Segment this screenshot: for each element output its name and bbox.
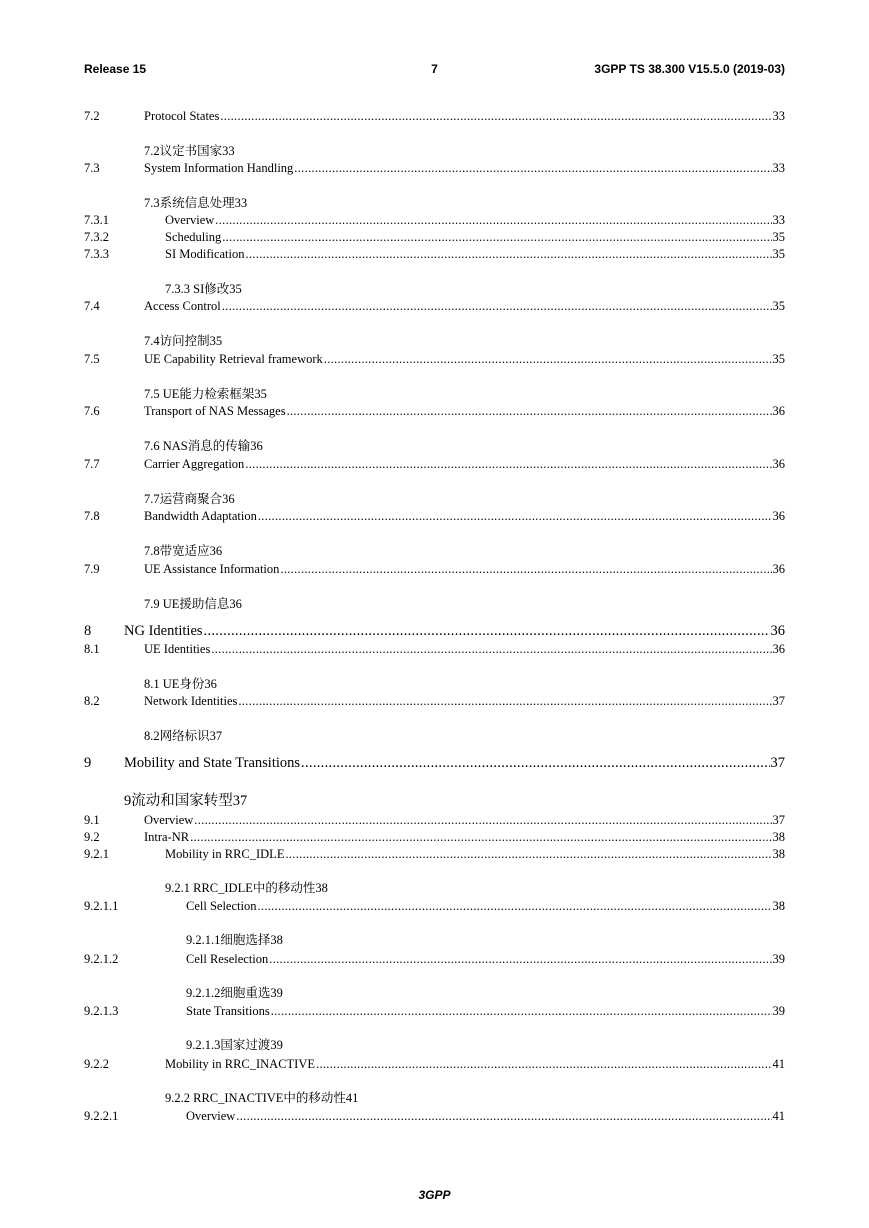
toc-entry-page: 38 [772,899,785,913]
toc-entry-title: Bandwidth Adaptation [144,509,257,523]
toc-entry-title: Cell Reselection [186,952,269,966]
toc-entry-number: 9 [84,755,92,771]
toc-entry[interactable] [84,829,785,845]
toc-entry[interactable] [84,246,785,262]
toc-entry-page: 41 [772,1109,785,1123]
toc-entry-page: 39 [772,1004,785,1018]
toc-entry-title: Carrier Aggregation [144,457,245,471]
toc-dot-leader [316,1056,771,1072]
toc-dot-leader [287,403,772,419]
toc-entry-number: 9.2.2.1 [84,1109,119,1123]
toc-dot-leader [215,212,771,228]
toc-entry-page: 36 [772,509,785,523]
toc-entry-translation: 9.2.1.2细胞重选39 [186,986,283,1000]
toc-entry-title: Intra-NR [144,830,190,844]
toc-entry-page: 35 [772,247,785,261]
toc-dot-leader [222,298,772,314]
toc-entry-page: 38 [772,847,785,861]
toc-entry-title: State Transitions [186,1004,270,1018]
toc-entry-page: 37 [770,755,785,771]
toc-dot-leader [245,456,771,472]
toc-entry-page: 35 [772,352,785,366]
toc-entry-title: Overview [186,1109,236,1123]
toc-dot-leader [238,693,771,709]
toc-entry-page: 36 [772,562,785,576]
toc-entry-number: 7.3.3 [84,247,109,261]
toc-entry-number: 7.9 [84,562,100,576]
toc-entry-page: 41 [772,1057,785,1071]
toc-dot-leader [294,160,771,176]
toc-entry-page: 38 [772,830,785,844]
toc-entry-page: 36 [772,404,785,418]
toc-entry-number: 8 [84,623,92,639]
toc-entry-translation: 9流动和国家转型37 [124,793,248,809]
toc-entry-title: UE Identities [144,642,211,656]
toc-dot-leader [301,754,769,773]
toc-entry-title: Transport of NAS Messages [144,404,286,418]
toc-entry-page: 33 [772,213,785,227]
toc-entry-number: 7.3 [84,161,100,175]
toc-entry-page: 37 [772,694,785,708]
toc-entry-title: Mobility in RRC_IDLE [165,847,285,861]
toc-dot-leader [211,641,771,657]
toc-entry-translation: 9.2.1 RRC_IDLE中的移动性38 [165,881,328,895]
toc-entry[interactable] [84,108,785,124]
toc-entry-page: 35 [772,230,785,244]
page-header [84,62,785,78]
toc-entry-number: 9.2.1.1 [84,899,119,913]
toc-entry[interactable] [84,754,785,773]
release-label: Release 15 [84,62,147,76]
toc-entry-number: 9.2.1 [84,847,109,861]
toc-entry[interactable] [84,1056,785,1072]
toc-entry[interactable] [84,351,785,367]
toc-entry-page: 33 [772,109,785,123]
toc-entry-number: 7.3.2 [84,230,109,244]
toc-entry-number: 7.3.1 [84,213,109,227]
toc-dot-leader [257,898,771,914]
toc-entry-translation: 7.7运营商聚合36 [144,492,235,506]
toc-entry-number: 7.4 [84,299,100,313]
toc-entry-number: 7.7 [84,457,100,471]
toc-entry-title: Overview [165,213,215,227]
toc-dot-leader [194,812,771,828]
toc-entry-page: 36 [772,457,785,471]
toc-entry-number: 8.2 [84,694,100,708]
toc-entry-translation: 8.2网络标识37 [144,729,223,743]
page-number: 7 [431,62,438,76]
toc-entry-translation: 7.4访问控制35 [144,334,223,348]
toc-dot-leader [285,846,771,862]
toc-entry[interactable] [84,212,785,228]
toc-entry[interactable] [84,898,785,914]
toc-entry-number: 9.2 [84,830,100,844]
toc-entry-translation: 7.9 UE援助信息36 [144,597,242,611]
toc-entry-title: System Information Handling [144,161,294,175]
toc-entry-translation: 9.2.2 RRC_INACTIVE中的移动性41 [165,1091,359,1105]
toc-entry-number: 7.6 [84,404,100,418]
toc-entry-page: 36 [770,623,785,639]
toc-entry-translation: 8.1 UE身份36 [144,677,217,691]
toc-entry-title: Mobility in RRC_INACTIVE [165,1057,316,1071]
toc-entry[interactable] [84,456,785,472]
toc-dot-leader [204,622,770,641]
toc-entry[interactable] [84,508,785,524]
toc-dot-leader [269,951,771,967]
toc-entry-translation: 7.3系统信息处理33 [144,196,248,210]
toc-entry[interactable] [84,693,785,709]
toc-entry-page: 37 [772,813,785,827]
toc-entry-number: 7.5 [84,352,100,366]
toc-entry-title: Access Control [144,299,221,313]
page-footer: 3GPP [418,1188,451,1202]
toc-entry-title: UE Assistance Information [144,562,280,576]
toc-entry[interactable] [84,298,785,314]
toc-entry-title: UE Capability Retrieval framework [144,352,323,366]
toc-entry-title: SI Modification [165,247,245,261]
toc-entry-title: Protocol States [144,109,220,123]
toc-entry-title: NG Identities [124,623,203,639]
toc-entry[interactable] [84,1003,785,1019]
toc-entry[interactable] [84,229,785,245]
toc-dot-leader [236,1108,771,1124]
toc-entry[interactable] [84,561,785,577]
toc-dot-leader [246,246,772,262]
toc-dot-leader [280,561,771,577]
toc-entry[interactable] [84,622,785,641]
toc-entry[interactable] [84,160,785,176]
toc-entry-number: 9.2.1.3 [84,1004,119,1018]
toc-entry-translation: 7.8带宽适应36 [144,544,223,558]
toc-entry-translation: 9.2.1.3国家过渡39 [186,1038,283,1052]
toc-dot-leader [271,1003,772,1019]
toc-entry-page: 33 [772,161,785,175]
toc-entry-number: 9.2.1.2 [84,952,119,966]
toc-entry-title: Overview [144,813,194,827]
toc-entry-translation: 7.2议定书国家33 [144,144,235,158]
toc-entry-number: 7.8 [84,509,100,523]
toc-dot-leader [190,829,771,845]
toc-entry-translation: 7.6 NAS消息的传输36 [144,439,263,453]
toc-entry[interactable] [84,641,785,657]
toc-entry-number: 9.2.2 [84,1057,109,1071]
toc-entry-page: 39 [772,952,785,966]
toc-entry[interactable] [84,951,785,967]
toc-entry-title: Mobility and State Transitions [124,755,301,771]
toc-entry-title: Cell Selection [186,899,257,913]
toc-entry-title: Network Identities [144,694,238,708]
toc-dot-leader [324,351,772,367]
toc-entry-translation: 9.2.1.1细胞选择38 [186,933,283,947]
toc-entry-translation: 7.5 UE能力检索框架35 [144,387,267,401]
toc-entry-number: 8.1 [84,642,100,656]
toc-entry-page: 36 [772,642,785,656]
toc-entry-title: Scheduling [165,230,222,244]
toc-entry[interactable] [84,1108,785,1124]
toc-entry-number: 9.1 [84,813,100,827]
toc-entry-translation: 7.3.3 SI修改35 [165,282,242,296]
spec-identifier: 3GPP TS 38.300 V15.5.0 (2019-03) [594,62,785,76]
toc-entry[interactable] [84,846,785,862]
toc-dot-leader [258,508,772,524]
toc-entry-number: 7.2 [84,109,100,123]
toc-entry[interactable] [84,403,785,419]
toc-dot-leader [220,108,771,124]
toc-entry[interactable] [84,812,785,828]
toc-dot-leader [222,229,771,245]
toc-entry-page: 35 [772,299,785,313]
